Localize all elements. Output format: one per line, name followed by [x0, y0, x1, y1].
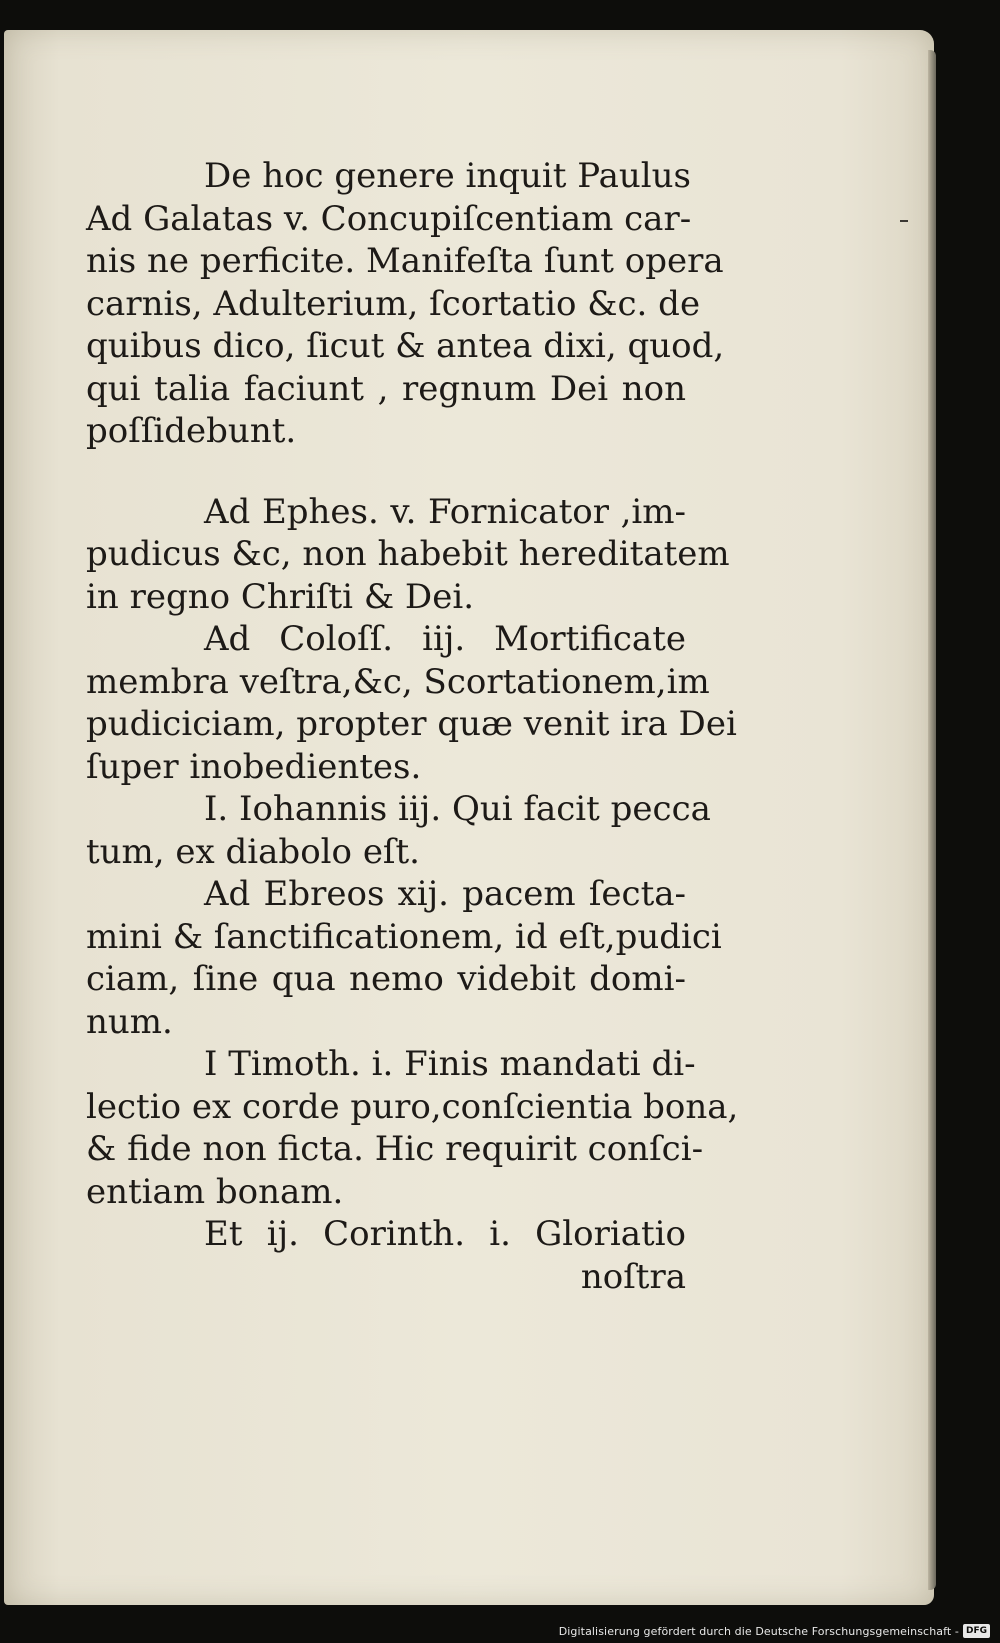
digitization-footer [0, 1622, 990, 1640]
text-line: I. Iohannis iij. Qui facit pecca [204, 789, 711, 829]
text-line: quibus dico, ſicut & antea dixi, quod, [86, 326, 725, 366]
text-line: Ad Galatas v. Concupiſcentiam car- [86, 198, 692, 239]
text-line: ſuper inobedientes. [86, 746, 422, 787]
text-line: Et ij. Corinth. i. Gloriatio [204, 1214, 686, 1254]
text-line: pudicus &c, non habebit hereditatem [86, 534, 730, 574]
text-line: num. [86, 1001, 173, 1042]
text-line: lectio ex corde puro,conſcientia bona, [86, 1086, 739, 1127]
text-line: tum, ex diabolo eſt. [86, 831, 420, 872]
text-line: De hoc genere inquit Paulus [204, 156, 692, 196]
text-line: entiam bonam. [86, 1171, 344, 1212]
text-line: in regno Chriſti & Dei. [86, 576, 474, 617]
text-line: I Timoth. i. Finis mandati di- [204, 1044, 696, 1084]
text-line: Ad Ebreos xij. pacem ſecta- [204, 874, 686, 914]
text-line: poſſidebunt. [86, 411, 297, 451]
text-line: mini & ſanctificationem, id eſt,pudici [86, 916, 722, 957]
page-edge [928, 50, 936, 1590]
text-line: & fide non ficta. Hic requirit conſci- [86, 1129, 704, 1169]
dfg-logo: DFG [963, 1624, 990, 1638]
page-text [86, 155, 739, 1298]
text-line: qui talia faciunt , regnum Dei non [86, 368, 686, 409]
margin-mark [900, 220, 908, 222]
text-line: nis ne perficite. Manifeſta ſunt opera [86, 241, 724, 281]
text-line: Ad Ephes. v. Fornicator ,im- [204, 491, 686, 532]
text-line: membra veſtra,&c, Scortationem,im [86, 661, 710, 702]
text-line: pudiciciam, propter quæ venit ira Dei [86, 704, 737, 744]
text-line: Ad Coloſſ. iij. Mortificate [204, 619, 686, 659]
catchword: noſtra [580, 1256, 686, 1297]
text-line: ciam, ſine qua nemo videbit domi- [86, 959, 686, 999]
text-line: carnis, Adulterium, ſcortatio &c. de [86, 283, 701, 324]
footer-credit: Digitalisierung gefördert durch die Deutsche Forschungsgemeinschaft - [558, 1624, 959, 1638]
